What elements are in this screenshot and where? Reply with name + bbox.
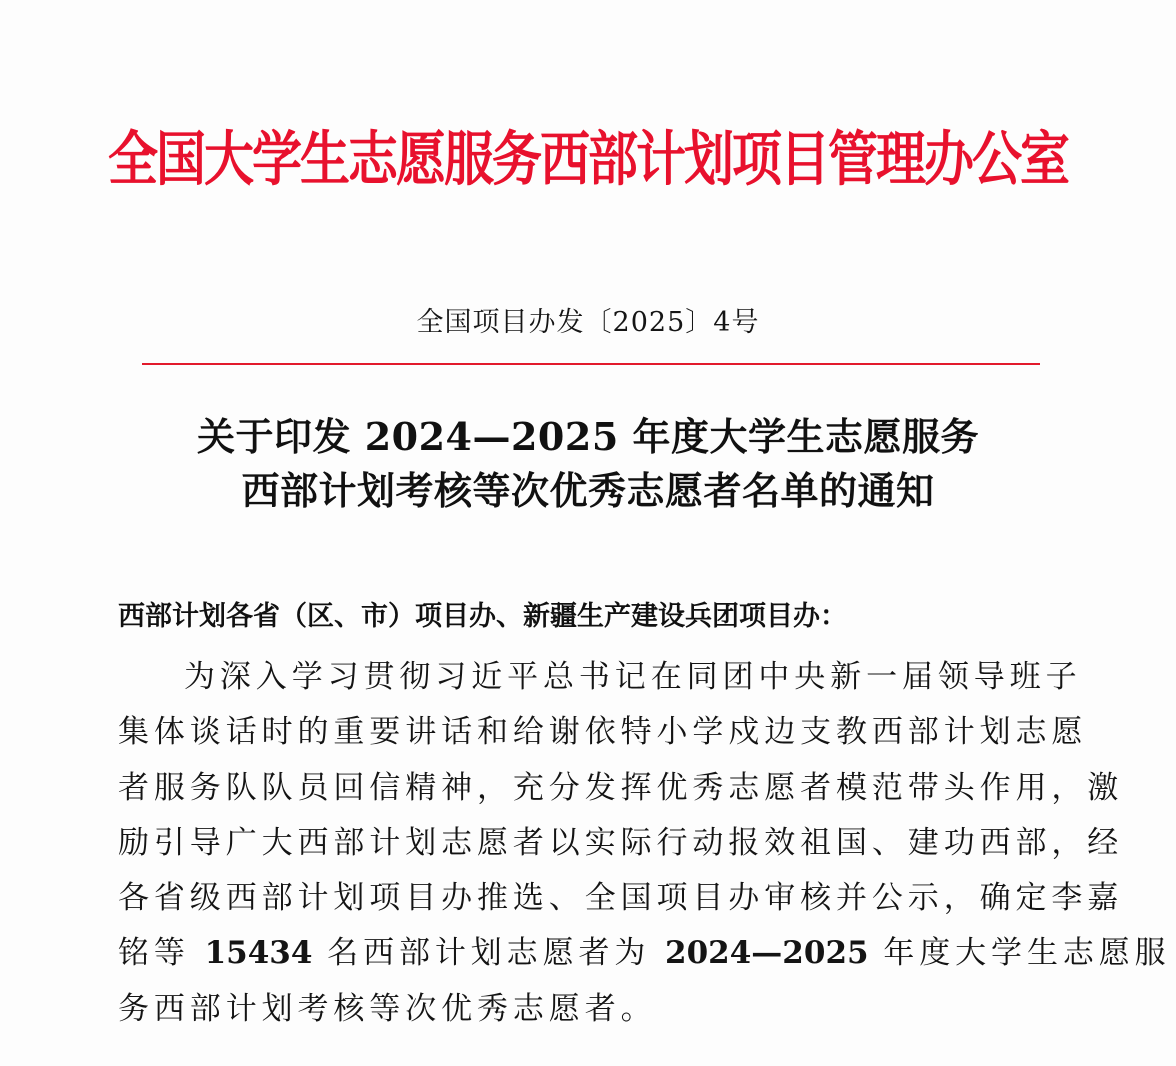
red-divider-line bbox=[142, 363, 1040, 365]
body-line-5: 各省级西部计划项目办推选、全国项目办审核并公示，确定李嘉 bbox=[118, 880, 1124, 917]
body-line-6 bbox=[118, 926, 1171, 981]
body-line-4: 励引导广大西部计划志愿者以实际行动报效祖国、建功西部，经 bbox=[118, 824, 1124, 861]
body-line-1: 为深入学习贯彻习近平总书记在同团中央新一届领导班子 bbox=[184, 659, 1082, 695]
body-line-6-part-a: 铭等 bbox=[118, 935, 205, 972]
body-line-2: 集体谈话时的重要讲话和给谢依特小学戍边支教西部计划志愿 bbox=[118, 714, 1088, 751]
office-masthead: 全国大学生志愿服务西部计划项目管理办公室 bbox=[108, 123, 1068, 194]
body-line-3: 者服务队队员回信精神，充分发挥优秀志愿者模范带头作用，激 bbox=[118, 769, 1124, 806]
body-line-6-part-b: 名西部计划志愿者为 bbox=[312, 935, 666, 972]
title-line-1: 关于印发 2024—2025 年度大学生志愿服务 bbox=[197, 414, 979, 459]
body-line-7: 务西部计划考核等次优秀志愿者。 bbox=[118, 990, 657, 1027]
notice-title bbox=[0, 410, 1176, 518]
salutation: 西部计划各省（区、市）项目办、新疆生产建设兵团项目办： bbox=[118, 601, 847, 632]
title-line-2: 西部计划考核等次优秀志愿者名单的通知 bbox=[241, 468, 935, 513]
document-number: 全国项目办发〔2025〕4号 bbox=[416, 307, 760, 338]
volunteer-count: 15434 bbox=[204, 935, 313, 972]
body-paragraph bbox=[118, 650, 1171, 1037]
award-year-range: 2024—2025 bbox=[665, 935, 869, 972]
body-line-6-part-c: 年度大学生志愿服 bbox=[868, 935, 1171, 972]
